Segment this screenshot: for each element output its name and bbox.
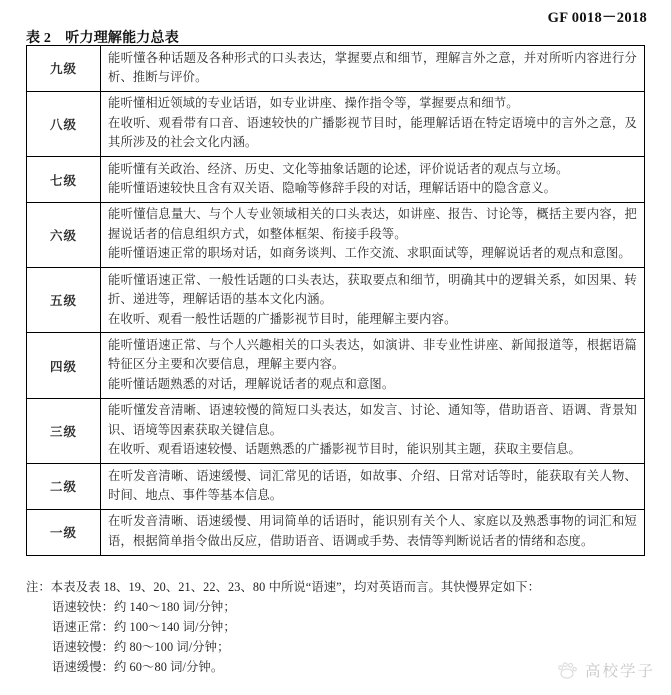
notes-heading: 注：本表及表 18、19、20、21、22、23、80 中所说“语速”，均对英语而言。其快慢界定如下： bbox=[26, 580, 541, 594]
document-standard-code: GF 0018－2018 bbox=[547, 10, 647, 26]
description-paragraph: 能听懂信息量大、与个人专业领域相关的口头表达，如讲座、报告、讨论等，概括主要内容，把握说话者的信息组织方式，如整体框架、衔接手段等。 bbox=[108, 207, 637, 241]
level-description bbox=[101, 157, 645, 203]
listening-ability-table bbox=[26, 45, 645, 556]
note-item: 语速较慢：约 80～100 词/分钟； bbox=[52, 639, 230, 654]
description-paragraph: 在收听、观看带有口音、语速较快的广播影视节目时，能理解话语在特定语境中的言外之意，及其所涉及的社会文化内涵。 bbox=[108, 115, 637, 150]
table-row bbox=[27, 509, 645, 555]
level-label: 六级 bbox=[27, 202, 101, 267]
level-label: 四级 bbox=[27, 333, 101, 398]
level-description bbox=[101, 268, 645, 333]
level-label: 八级 bbox=[27, 91, 101, 156]
level-label: 三级 bbox=[27, 398, 101, 463]
description-paragraph: 能听懂有关政治、经济、历史、文化等抽象话题的论述，评价说话者的观点与立场。 bbox=[108, 161, 569, 176]
table-notes bbox=[26, 578, 646, 678]
level-description bbox=[101, 509, 645, 555]
description-paragraph: 在收听、观看语速较慢、话题熟悉的广播影视节目时，能识别其主题，获取主要信息。 bbox=[108, 442, 581, 457]
description-paragraph: 能听懂语速正常、与个人兴趣相关的口头表达，如演讲、非专业性讲座、新闻报道等，根据语篇特征区分主要和次要信息，理解主要内容。 bbox=[108, 337, 637, 372]
level-label: 五级 bbox=[27, 268, 101, 333]
watermark bbox=[556, 659, 655, 681]
table-row bbox=[27, 398, 645, 463]
note-item: 语速较快：约 140～180 词/分钟； bbox=[52, 599, 236, 614]
description-paragraph: 能听懂相近领域的专业话语，如专业讲座、操作指令等，掌握要点和细节。 bbox=[108, 96, 519, 111]
level-label: 一级 bbox=[27, 509, 101, 555]
level-description bbox=[101, 46, 645, 92]
table-row bbox=[27, 91, 645, 156]
description-paragraph: 在收听、观看一般性话题的广播影视节目时，能理解主要内容。 bbox=[108, 311, 457, 326]
table-title: 表 2 听力理解能力总表 bbox=[26, 31, 179, 46]
description-paragraph: 在听发音清晰、语速缓慢、词汇常见的话语，如故事、介绍、日常对话等时，能获取有关人物、时间、地点、事件等基本信息。 bbox=[108, 468, 637, 502]
level-description bbox=[101, 91, 645, 156]
table-body bbox=[27, 46, 645, 556]
level-label: 九级 bbox=[27, 46, 101, 92]
level-description bbox=[101, 398, 645, 463]
level-label: 七级 bbox=[27, 157, 101, 203]
level-label: 二级 bbox=[27, 464, 101, 510]
note-item: 语速正常：约 100～140 词/分钟； bbox=[52, 619, 236, 634]
table-row bbox=[27, 333, 645, 398]
paw-print-icon bbox=[556, 659, 578, 681]
note-item: 语速缓慢：约 60～80 词/分钟。 bbox=[52, 659, 224, 674]
description-paragraph: 在听发音清晰、语速缓慢、用词简单的话语时，能识别有关个人、家庭以及熟悉事物的词汇和短语，根据简单指令做出反应，借助语音、语调或手势、表情等判断说话者的情绪和态度。 bbox=[108, 514, 637, 548]
description-paragraph: 能听懂语速较快且含有双关语、隐喻等修辞手段的对话，理解话语中的隐含意义。 bbox=[108, 181, 557, 196]
description-paragraph: 能听懂语速正常的职场对话，如商务谈判、工作交流、求职面试等，理解说话者的观点和意图。 bbox=[108, 246, 631, 261]
level-description bbox=[101, 202, 645, 267]
description-paragraph: 能听懂各种话题及各种形式的口头表达，掌握要点和细节，理解言外之意，并对所听内容进行分析、推断与评价。 bbox=[108, 50, 637, 84]
description-paragraph: 能听懂话题熟悉的对话，理解说话者的观点和意图。 bbox=[108, 376, 395, 391]
table-row bbox=[27, 268, 645, 333]
description-paragraph: 能听懂语速正常、一般性话题的口头表达，获取要点和细节，明确其中的逻辑关系，如因果、转折、递进等，理解话语的基本文化内涵。 bbox=[108, 272, 637, 307]
table-row bbox=[27, 202, 645, 267]
level-description bbox=[101, 333, 645, 398]
table-row bbox=[27, 157, 645, 203]
watermark-text: 高校学子 bbox=[584, 663, 655, 680]
description-paragraph: 能听懂发音清晰、语速较慢的简短口头表达，如发言、讨论、通知等，借助语音、语调、背景知识、语境等因素获取关键信息。 bbox=[108, 403, 637, 437]
table-row bbox=[27, 464, 645, 510]
table-row bbox=[27, 46, 645, 92]
level-description bbox=[101, 464, 645, 510]
